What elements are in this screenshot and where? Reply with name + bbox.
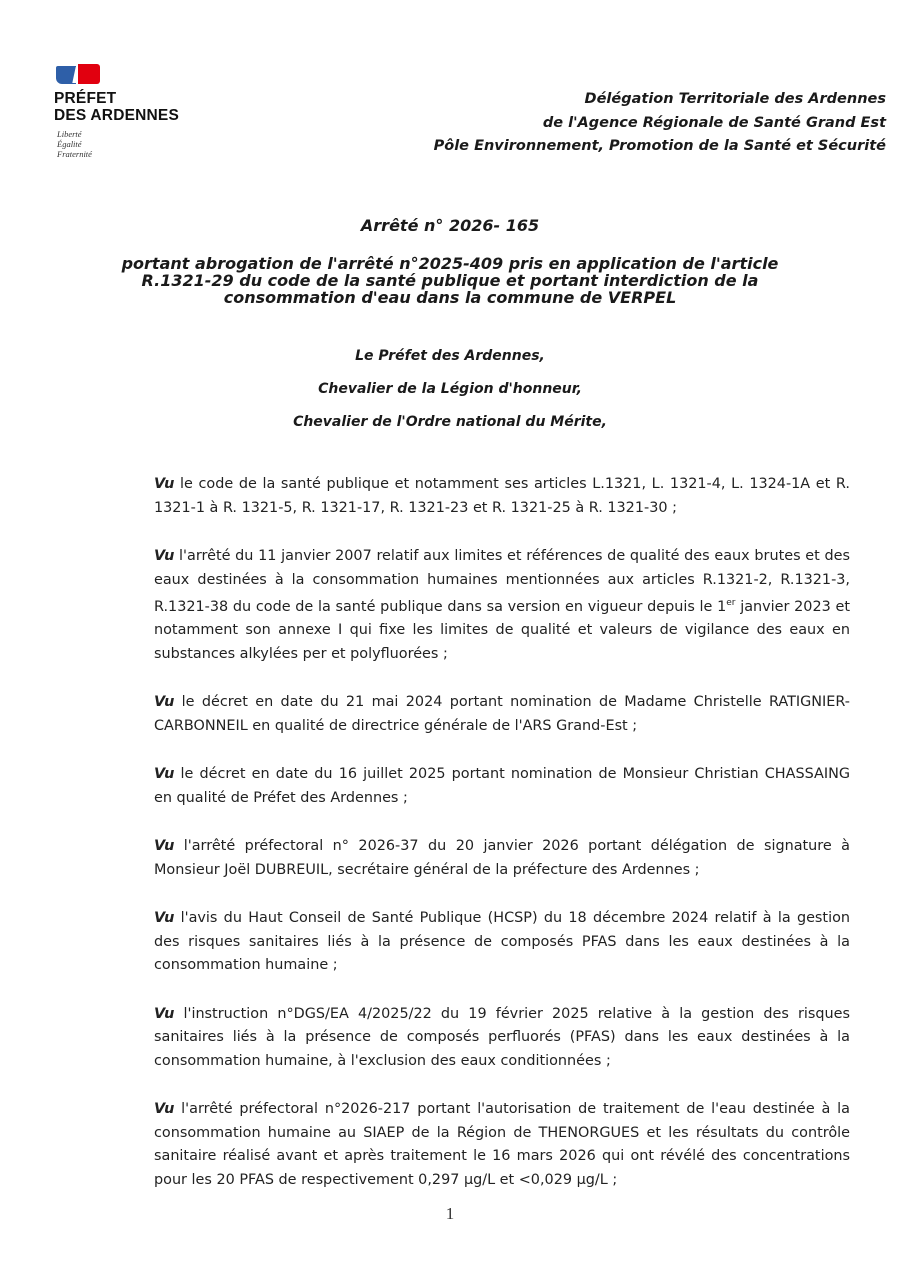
- logo-name: [54, 90, 179, 124]
- consideration-text: l'avis du Haut Conseil de Santé Publique (HCSP) du 18 décembre 2024 relatif à la gestion des risques sanitaires liés à la présence de composés PFAS dans les eaux destinées à la consommation humaine ;: [154, 910, 850, 974]
- page-number: 1: [445, 1204, 455, 1223]
- prefect-line-3: Chevalier de l'Ordre national du Mérite,: [293, 414, 607, 430]
- vu-keyword: Vu: [154, 694, 175, 711]
- consideration-item: [154, 691, 850, 738]
- consideration-item: [154, 763, 850, 810]
- motto-egalite: Égalité: [57, 139, 82, 149]
- consideration-item: [154, 1003, 850, 1074]
- logo-line2: DES ARDENNES: [54, 107, 179, 124]
- consideration-item: [154, 1098, 850, 1192]
- consideration-text-continued: janvier 2023 et notamment son annexe I qui fixe les limites de qualité et valeurs de vigilance des eaux en substances alkylées per et polyfluorées ;: [154, 598, 850, 662]
- consideration-text: l'instruction n°DGS/EA 4/2025/22 du 19 février 2025 relative à la gestion des risques sanitaires liés à la présence de composés perfluorés (PFAS) dans les eaux destinées à la consommation humaine, à l'exclusion des eaux conditionnées ;: [154, 1005, 850, 1069]
- prefect-line-2: Chevalier de la Légion d'honneur,: [318, 381, 582, 397]
- vu-keyword: Vu: [154, 766, 175, 783]
- prefect-titles: [0, 340, 900, 439]
- logo-motto: [57, 129, 179, 159]
- consideration-text: l'arrêté préfectoral n°2026-217 portant l'autorisation de traitement de l'eau destinée à la consommation humaine au SIAEP de la Région de THENORGUES et les résultats du contrôle sanitaire réalisé avant et après traitement le 16 mars 2026 qui ont révélé des concentrations pour les 20 PFAS de respectivement 0,297 µg/L et <0,029 µg/L ;: [154, 1101, 850, 1188]
- marianne-flag-icon: [54, 64, 102, 86]
- motto-fraternite: Fraternité: [57, 149, 92, 159]
- ordinal-number: 1: [717, 598, 727, 615]
- consideration-item: [154, 545, 850, 666]
- issuing-authority: [434, 88, 886, 159]
- authority-line-3: Pôle Environnement, Promotion de la Santé et Sécurité: [433, 138, 886, 154]
- consideration-text: le décret en date du 16 juillet 2025 portant nomination de Monsieur Christian CHASSAING en qualité de Préfet des Ardennes ;: [154, 766, 850, 806]
- vu-keyword: Vu: [154, 1101, 175, 1118]
- vu-keyword: Vu: [154, 838, 175, 855]
- consideration-text: le décret en date du 21 mai 2024 portant nomination de Madame Christelle RATIGNIER-CARBONNEIL en qualité de directrice générale de l'ARS Grand-Est ;: [154, 694, 850, 734]
- motto-liberte: Liberté: [57, 129, 82, 139]
- vu-keyword: Vu: [154, 1005, 175, 1022]
- consideration-text: l'arrêté préfectoral n° 2026-37 du 20 janvier 2026 portant délégation de signature à Monsieur Joël DUBREUIL, secrétaire général de la préfecture des Ardennes ;: [154, 838, 850, 878]
- vu-keyword: Vu: [154, 910, 175, 927]
- authority-line-2: de l'Agence Régionale de Santé Grand Est: [542, 114, 886, 131]
- ordinal-suffix: er: [726, 598, 736, 608]
- republic-logo: [54, 64, 179, 159]
- logo-line1: PRÉFET: [54, 90, 117, 107]
- consideration-text: le code de la santé publique et notamment ses articles L.1321, L. 1321-4, L. 1324-1A et R. 1321-1 à R. 1321-5, R. 1321-17, R. 1321-23 et R. 1321-25 à R. 1321-30 ;: [154, 476, 850, 516]
- considerations-list: [154, 473, 850, 1217]
- consideration-item: [154, 907, 850, 978]
- vu-keyword: Vu: [154, 548, 175, 564]
- decree-title: Arrêté n° 2026- 165: [360, 216, 540, 235]
- decree-subtitle: portant abrogation de l'arrêté n°2025-409 pris en application de l'article R.1321-29 du code de la santé publique et portant interdiction de la consommation d'eau dans la commune de VERPEL: [121, 254, 779, 307]
- consideration-item: [154, 835, 850, 882]
- authority-line-1: Délégation Territoriale des Ardennes: [584, 91, 886, 107]
- vu-keyword: Vu: [154, 476, 175, 492]
- consideration-item: [154, 473, 850, 520]
- prefect-line-1: Le Préfet des Ardennes,: [355, 348, 545, 364]
- consideration-text: l'arrêté du 11 janvier 2007 relatif aux limites et références de qualité des eaux brutes et des eaux destinées à la consommation humaines mentionnées aux articles R.1321-2, R.1321-3, R.1321-38 du code de la santé publique dans sa version en vigueur depuis le: [154, 548, 850, 615]
